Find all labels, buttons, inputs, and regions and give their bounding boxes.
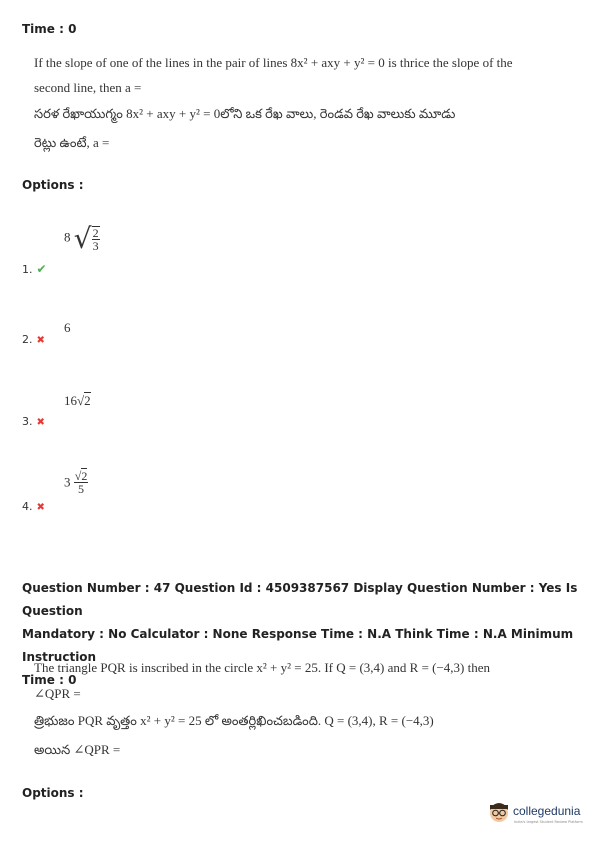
question-meta: Question Number : 47 Question Id : 4509387567 Display Question Number : Yes Is Question Mandatory : No Calculator : None Response Time : N.A Think Time : N.A Minimum Instruction Time : 0 xyxy=(22,581,578,687)
collegedunia-logo xyxy=(488,800,588,830)
options-label-47: Options : xyxy=(22,786,84,800)
option-2-value: 6 xyxy=(64,320,71,335)
cross-icon: ✖ xyxy=(36,335,45,346)
question-text-te: సరళ రేఖాయుగ్మం 8x² + axy + y² = 0లోని ఒక రేఖ వాలు, రెండవ రేఖ వాలుకు మూడు xyxy=(34,106,456,121)
question-text-en: If the slope of one of the lines in the pair of lines 8x² + axy + y² = 0 is thrice the slope of the xyxy=(34,55,513,70)
mascot-icon xyxy=(488,800,510,826)
option-1-number: 1. ✔ xyxy=(22,262,47,276)
cross-icon: ✖ xyxy=(36,417,45,428)
options-label: Options : xyxy=(22,178,84,192)
option-4-number: 4. ✖ xyxy=(22,500,45,513)
question-47-text-en: The triangle PQR is inscribed in the circle x² + y² = 25. If Q = (3,4) and R = (−4,3) then xyxy=(34,660,491,675)
sqrt-icon: √ xyxy=(73,222,92,255)
question-47-text-te-line2: అయిన ∠QPR = xyxy=(34,742,121,757)
sqrt-icon: √ xyxy=(77,393,85,408)
cross-icon: ✖ xyxy=(36,502,45,513)
question-text-te-line2: రెట్లు ఉంటే, a = xyxy=(34,135,110,150)
sqrt-icon: √ xyxy=(74,469,82,483)
time-label: Time : 0 xyxy=(22,22,77,36)
question-text-en-line2: second line, then a = xyxy=(34,80,142,95)
question-47-text-en-line2: ∠QPR = xyxy=(34,686,81,701)
question-47-text-te: త్రిభుజం PQR వృత్తం x² + y² = 25 లో అంతర్లిఖించబడింది. Q = (3,4), R = (−4,3) xyxy=(34,713,434,728)
option-2-number: 2. ✖ xyxy=(22,333,45,346)
option-1-value: 8 √ $\frac{2}{3}$ xyxy=(64,222,99,255)
brand-name: collegedunia xyxy=(513,804,581,818)
option-3-number: 3. ✖ xyxy=(22,415,45,428)
check-icon: ✔ xyxy=(36,262,47,276)
brand-tagline: India's largest Student Review Platform xyxy=(514,820,583,824)
option-4-value: 3 $\frac{√2}{5}$ xyxy=(64,469,88,496)
option-3-value: 16√2 xyxy=(64,393,91,408)
